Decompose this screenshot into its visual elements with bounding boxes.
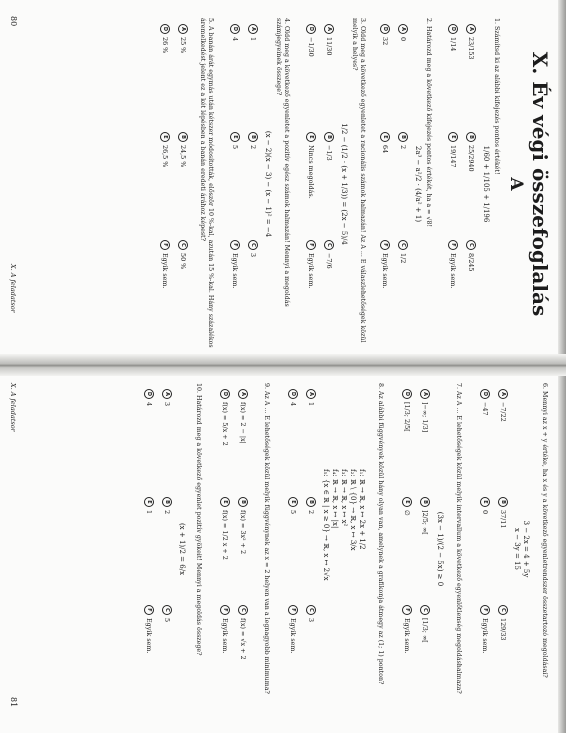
option-letter-circle: A: [324, 24, 334, 34]
option-value: 4: [289, 402, 297, 407]
option-value: 1: [145, 510, 153, 515]
answer-option-c: [398, 240, 408, 263]
function-f2: f₂: ℝ \ {0} → ℝ, x ↦ 3/x: [349, 469, 357, 551]
question-3-text: 3. Oldd meg a következő egyenletet a racionális számok halmazán! Az A ... E válaszlehetőségek közül melyik a helyes?: [351, 18, 366, 343]
variant-label: A: [506, 177, 526, 191]
answer-option-c: [238, 605, 248, 660]
question-2-formula: 2a³ − a²/2 · (4/a² + 1): [414, 145, 422, 223]
option-letter-circle: B: [238, 497, 248, 507]
option-letter-circle: E: [160, 132, 170, 142]
option-letter-circle: B: [420, 497, 430, 507]
function-f4: f₄: ℝ → ℝ, x ↦ |x|: [331, 469, 339, 529]
question-8-text: 8. Az alábbi függvények közül hány olyan van, amelynek a grafikonja átmegy az (1; 1) ponton?: [377, 383, 384, 685]
answer-option-f: [288, 605, 298, 653]
question-4-options: [218, 24, 258, 348]
right-page: [0, 379, 566, 719]
option-value: f(x) = 3x² + 2: [239, 510, 247, 555]
option-value: 1: [249, 37, 257, 42]
option-letter-circle: A: [420, 389, 430, 399]
answer-option-b: [306, 497, 316, 514]
option-value: f(x) = √x + 2: [239, 618, 247, 660]
option-letter-circle: D: [306, 24, 316, 34]
question-1-text: 1. Számítsd ki az alábbi kifejezés pontos értékét!: [493, 18, 500, 175]
question-7-formula: (3x − 1)/(2 − 5x) ≥ 0: [436, 511, 444, 587]
option-letter-circle: C: [398, 240, 408, 250]
page-footer: X. A feladatsor: [9, 383, 17, 432]
answer-option-d: [306, 24, 316, 57]
answer-option-a: [466, 24, 476, 59]
answer-option-b: [248, 132, 258, 149]
answer-option-a: [324, 24, 334, 55]
option-value: 19/147: [449, 145, 457, 168]
question-4-text: 4. Oldd meg a következő egyenletet a pozitív egész számok halmazán! Mennyi a megoldás számjegyeinek összege?: [275, 18, 290, 307]
answer-option-e: [402, 497, 412, 516]
option-letter-circle: F: [402, 605, 412, 615]
option-letter-circle: C: [248, 240, 258, 250]
option-letter-circle: A: [466, 24, 476, 34]
option-letter-circle: A: [498, 389, 508, 399]
option-value: 37/11: [499, 510, 507, 529]
option-letter-circle: D: [380, 24, 390, 34]
answer-option-f: [306, 240, 316, 288]
option-letter-circle: D: [448, 24, 458, 34]
answer-option-c: [466, 240, 476, 271]
page-number: 80: [9, 16, 18, 27]
option-letter-circle: C: [162, 605, 172, 615]
answer-option-e: [288, 497, 298, 514]
answer-option-a: [498, 389, 508, 422]
question-10-formula: (x + 1)/2 = 6/x: [178, 522, 186, 576]
answer-option-d: [230, 24, 240, 41]
answer-option-c: [248, 240, 258, 257]
option-value: 32: [381, 37, 389, 46]
option-value: Egyik sem.: [403, 618, 411, 654]
option-letter-circle: A: [238, 389, 248, 399]
answer-option-f: [160, 240, 170, 288]
answer-option-f: [220, 605, 230, 653]
option-value: 26 %: [161, 37, 169, 54]
answer-option-c: [420, 605, 430, 643]
option-letter-circle: B: [466, 132, 476, 142]
option-value: −1/30: [307, 37, 315, 57]
chapter-title: X. Év végi összefoglalás: [528, 51, 552, 317]
option-letter-circle: E: [288, 497, 298, 507]
answer-option-c: [324, 240, 334, 269]
question-9-options: [208, 389, 248, 713]
option-letter-circle: E: [230, 132, 240, 142]
answer-option-a: [238, 389, 248, 444]
question-3-options: [294, 24, 334, 348]
question-1-options: [436, 24, 476, 348]
answer-option-b: [498, 497, 508, 528]
option-value: 11/30: [325, 37, 333, 56]
question-2-text: 2. Határozd meg a következő kifejezés pontos értékét, ha a = √8!: [425, 18, 432, 227]
page-number: 81: [9, 697, 18, 708]
answer-option-b: [238, 497, 248, 554]
question-2-options: [368, 24, 408, 348]
option-value: 0: [481, 510, 489, 515]
option-letter-circle: D: [160, 24, 170, 34]
question-8-functions: [321, 469, 366, 639]
option-letter-circle: E: [220, 497, 230, 507]
answer-option-d: [220, 389, 230, 446]
option-letter-circle: D: [480, 389, 490, 399]
question-9-text: 9. Az A ... E lehetőségek közül melyik függvénynek az x = 2 helyen van a legnagyobb minimuma?: [263, 383, 270, 694]
answer-option-f: [144, 605, 154, 653]
option-letter-circle: F: [220, 605, 230, 615]
option-value: 3: [249, 253, 257, 258]
answer-option-e: [160, 132, 170, 167]
answer-option-a: [162, 389, 172, 406]
option-value: [1/3; ∞[: [421, 618, 429, 643]
answer-option-d: [144, 389, 154, 406]
option-value: Egyik sem.: [145, 618, 153, 654]
answer-option-e: [448, 132, 458, 167]
option-value: 0: [399, 37, 407, 42]
option-value: 3: [163, 402, 171, 407]
option-value: Egyik sem.: [381, 253, 389, 289]
option-letter-circle: E: [144, 497, 154, 507]
answer-option-f: [380, 240, 390, 288]
answer-option-b: [420, 497, 430, 535]
question-5-options: [148, 24, 188, 348]
function-f1: f₁: ℝ → ℝ, x ↦ 2x + 1/2: [358, 469, 366, 550]
option-value: ]2/5; ∞[: [421, 510, 429, 535]
option-value: 4: [231, 37, 239, 42]
option-letter-circle: F: [160, 240, 170, 250]
option-value: 5: [289, 510, 297, 515]
option-value: f(x) = 5/x + 2: [221, 402, 229, 446]
option-letter-circle: F: [448, 240, 458, 250]
option-letter-circle: B: [398, 132, 408, 142]
option-letter-circle: D: [230, 24, 240, 34]
option-value: 26,5 %: [161, 145, 169, 168]
option-value: 50 %: [179, 253, 187, 270]
option-value: 3: [307, 618, 315, 623]
option-value: f(x) = 1/2 x + 2: [221, 510, 229, 560]
option-value: Egyik sem.: [481, 618, 489, 654]
answer-option-b: [398, 132, 408, 149]
option-value: Egyik sem.: [161, 253, 169, 289]
option-letter-circle: E: [402, 497, 412, 507]
answer-option-d: [402, 389, 412, 432]
question-5-text: 5. A banán árát egymás után kétszer módosították, először 10 %-kal, azután 15 %-kal. Hány százalékos áremelkedést jelent ez a két lépésben a banán eredeti árához képest?: [199, 18, 214, 348]
answer-option-e: [144, 497, 154, 514]
function-f3: f₃: ℝ → ℝ, x ↦ x²: [340, 469, 348, 527]
question-6-system: [512, 489, 530, 609]
option-letter-circle: C: [466, 240, 476, 250]
option-letter-circle: F: [288, 605, 298, 615]
function-f5: f₅: {x ∈ ℝ | x ≥ 0} → ℝ, x ↦ 2√x: [322, 469, 330, 581]
option-value: f(x) = 2 − |x|: [239, 402, 247, 444]
option-letter-circle: A: [306, 389, 316, 399]
option-letter-circle: C: [324, 240, 334, 250]
option-value: Egyik sem.: [449, 253, 457, 289]
option-value: 2: [163, 510, 171, 515]
option-value: 24,5 %: [179, 145, 187, 168]
option-value: 1: [307, 402, 315, 407]
question-7-text: 7. Az A ... E lehetőségek közül melyik intervallum a következő egyenlőtlenség megoldáshalmaza?: [455, 383, 462, 694]
question-10-text: 10. Határozd meg a következő egyenlet pozitív gyökeit! Mennyi a megoldás összege?: [195, 383, 202, 656]
answer-option-d: [380, 24, 390, 45]
option-letter-circle: F: [306, 240, 316, 250]
answer-option-d: [480, 389, 490, 416]
option-value: 8/245: [467, 253, 475, 272]
answer-option-b: [324, 132, 334, 161]
option-letter-circle: E: [480, 497, 490, 507]
question-8-options: [276, 389, 316, 713]
answer-option-a: [420, 389, 430, 432]
option-letter-circle: C: [238, 605, 248, 615]
answer-option-e: [480, 497, 490, 514]
question-3-formula: 1/2 − (1/2 · (x + 1/3)) = (2x − 5)/4: [340, 123, 348, 245]
answer-option-c: [306, 605, 316, 622]
option-letter-circle: A: [162, 389, 172, 399]
system-line-1: 3 − 2x = 4 + 5y: [522, 520, 530, 578]
option-value: 2: [399, 145, 407, 150]
option-letter-circle: C: [178, 240, 188, 250]
option-letter-circle: E: [448, 132, 458, 142]
option-letter-circle: E: [380, 132, 390, 142]
option-value: Egyik sem.: [307, 253, 315, 289]
option-value: 2: [249, 145, 257, 150]
option-letter-circle: F: [144, 605, 154, 615]
option-value: ]−∞; 1/3]: [421, 402, 429, 433]
option-letter-circle: A: [248, 24, 258, 34]
option-letter-circle: E: [306, 132, 316, 142]
option-letter-circle: F: [380, 240, 390, 250]
answer-option-f: [230, 240, 240, 288]
option-value: −7/6: [325, 253, 333, 269]
answer-option-e: [380, 132, 390, 153]
answer-option-f: [448, 240, 458, 288]
option-letter-circle: B: [498, 497, 508, 507]
option-value: 1/14: [449, 37, 457, 52]
option-value: 4: [145, 402, 153, 407]
answer-option-c: [162, 605, 172, 622]
option-letter-circle: D: [220, 389, 230, 399]
question-7-options: [390, 389, 430, 713]
answer-option-d: [160, 24, 170, 53]
option-value: −7/22: [499, 402, 507, 422]
answer-option-d: [448, 24, 458, 51]
answer-option-a: [398, 24, 408, 41]
option-value: ∅: [403, 510, 411, 516]
option-value: Egyik sem.: [231, 253, 239, 289]
answer-option-d: [288, 389, 298, 406]
question-4-formula: (x − 2)(x − 3) − (x − 1)² = −4: [264, 130, 272, 238]
option-letter-circle: C: [420, 605, 430, 615]
option-value: −47: [481, 402, 489, 416]
option-letter-circle: D: [288, 389, 298, 399]
answer-option-c: [498, 605, 508, 640]
option-letter-circle: D: [144, 389, 154, 399]
answer-option-e: [306, 132, 316, 199]
option-value: Egyik sem.: [221, 618, 229, 654]
answer-option-b: [178, 132, 188, 167]
option-letter-circle: B: [306, 497, 316, 507]
answer-option-b: [162, 497, 172, 514]
option-value: Nincs megoldás.: [307, 145, 315, 199]
option-value: −1/3: [325, 145, 333, 161]
option-value: 5: [231, 145, 239, 150]
answer-option-a: [248, 24, 258, 41]
question-6-text: 6. Mennyi az x + y értéke, ha x és y a következő egyenletrendszer összetartozó megoldásai?: [541, 383, 548, 678]
answer-option-c: [178, 240, 188, 269]
answer-option-f: [480, 605, 490, 653]
option-letter-circle: C: [306, 605, 316, 615]
option-letter-circle: F: [230, 240, 240, 250]
option-value: 129/33: [499, 618, 507, 641]
option-letter-circle: C: [498, 605, 508, 615]
option-value: 23/153: [467, 37, 475, 60]
option-letter-circle: A: [398, 24, 408, 34]
option-value: 2: [307, 510, 315, 515]
option-value: 25/2940: [467, 145, 475, 172]
option-value: 25 %: [179, 37, 187, 54]
option-value: Egyik sem.: [289, 618, 297, 654]
option-letter-circle: B: [162, 497, 172, 507]
left-page: [0, 14, 566, 354]
option-letter-circle: D: [402, 389, 412, 399]
question-10-options: [132, 389, 172, 713]
question-1-formula: 1/60 + 1/105 + 1/196: [482, 145, 490, 223]
question-6-options: [468, 389, 508, 713]
answer-option-e: [230, 132, 240, 149]
option-letter-circle: B: [178, 132, 188, 142]
option-letter-circle: B: [248, 132, 258, 142]
option-value: [1/3; 2/5[: [403, 402, 411, 432]
option-letter-circle: F: [480, 605, 490, 615]
system-line-2: x − 3y = 15: [513, 528, 521, 570]
answer-option-a: [178, 24, 188, 53]
option-value: 1/2: [399, 253, 407, 264]
option-value: 5: [163, 618, 171, 623]
page-footer: X. A feladatsor: [9, 264, 17, 313]
option-value: 64: [381, 145, 389, 154]
option-letter-circle: A: [178, 24, 188, 34]
answer-option-e: [220, 497, 230, 560]
answer-option-b: [466, 132, 476, 172]
answer-option-f: [402, 605, 412, 653]
book-gutter: [0, 354, 566, 376]
option-letter-circle: B: [324, 132, 334, 142]
answer-option-a: [306, 389, 316, 406]
